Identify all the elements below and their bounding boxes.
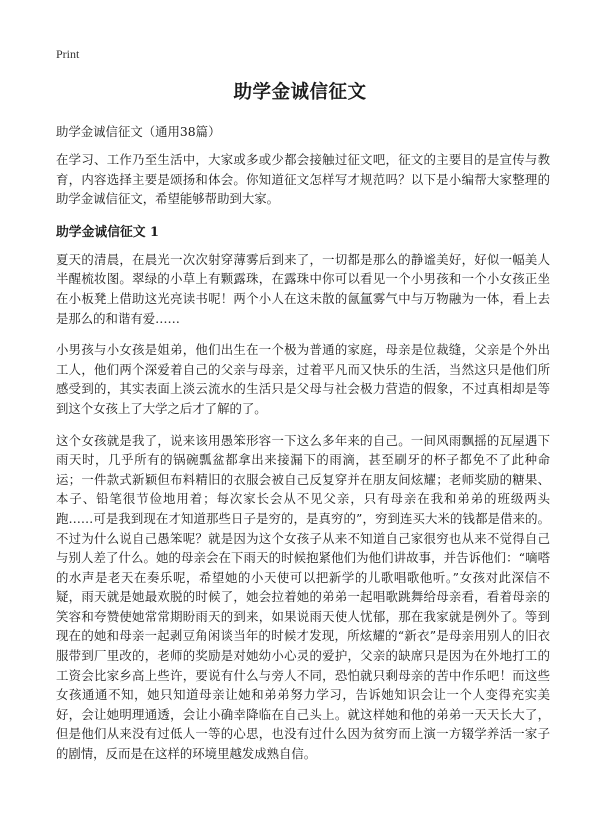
document-subtitle: 助学金诚信征文（通用38篇） [56,124,221,139]
body-paragraph: 夏天的清晨，在晨光一次次射穿薄雾后到来了，一切都是那么的静谧美好，好似一幅美人半醒梳妆图。翠绿的小草上有颗露珠，在露珠中你可以看见一个小男孩和一个小女孩正坐在小板凳上借助这光亮读书呢！两个小人在这未散的氤氲雾气中与万物融为一体，看上去是那么的和谐有爱…… [56,251,550,326]
document-body [56,150,550,776]
document-title: 助学金诚信征文 [233,82,367,103]
section-heading: 助学金诚信征文 1 [56,224,159,240]
body-paragraph: 小男孩与小女孩是姐弟，他们出生在一个极为普通的家庭，母亲是位裁缝，父亲是个外出工人，他们两个深爱着自己的父亲与母亲，过着平凡而又快乐的生活，当然这只是他们所感受到的，其实表面上淡云流水的生活只是父母与社会极力营造的假象，不过真相却是等到这个女孩上了大学之后才了解的了。 [56,342,550,416]
intro-paragraph: 在学习、工作乃至生活中，大家或多或少都会接触过征文吧，征文的主要目的是宣传与教育，内容选择主要是颂扬和体会。你知道征文怎样写才规范吗？以下是小编帮大家整理的助学金诚信征文，希望能够帮助到大家。 [56,152,550,207]
body-paragraph: 这个女孩就是我了，说来该用愚笨形容一下这么多年来的自己。一间风雨飘摇的瓦屋遇下雨天时，几乎所有的锅碗瓢盆都拿出来接漏下的雨滴，甚至刷牙的杯子都免不了此种命运；一件款式新颖但布料精旧的衣服会被自己反复穿并在朋友间炫耀；老师奖励的糖果、本子、铅笔很节俭地用着；每次家长会从不见父亲，只有母亲在我和弟弟的班级两头跑……可是我到现在才知道那些日子是穷的，是真穷的”，穷到连买大米的钱都是借来的。不过为什么说自己愚笨呢？就是因为这个女孩子从来不知道自己家很穷也从来不觉得自己与别人差了什么。她的母亲会在下雨天的时候抱紧他们为他们讲故事，并告诉他们：“嘀嗒的水声是老天在奏乐呢，希望她的小天使可以把新学的儿歌唱歌他听。”女孩对此深信不疑，雨天就是她最欢脱的时候了，她会拉着她的弟弟一起唱歌跳舞给母亲看，看着母亲的笑容和夸赞使她常常期盼雨天的到来，如果说雨天使人忧郁，那在我家就是例外了。等到现在的她和母亲一起剥豆角闲谈当年的时候才发现，所炫耀的“新衣”是母亲用别人的旧衣服带到厂里改的，老师的奖励是对她幼小心灵的爱护，父亲的缺席只是因为在外地打工的工资会比家乡高上些许，要说有什么与旁人不同，恐怕就只剩母亲的苦中作乐吧！而这些女孩通通不知，她只知道母亲让她和弟弟努力学习，告诉她知识会让一个人变得充实美好，会让她明理通透，会让小确幸降临在自己头上。就这样她和他的弟弟一天天长大了，但是他们从来没有过低人一等的心思，也没有过什么因为贫穷而上演一方辍学养活一家子的剧情，反而是在这样的环境里越发成熟自信。 [56,432,550,762]
print-label[interactable]: Print [56,47,80,61]
